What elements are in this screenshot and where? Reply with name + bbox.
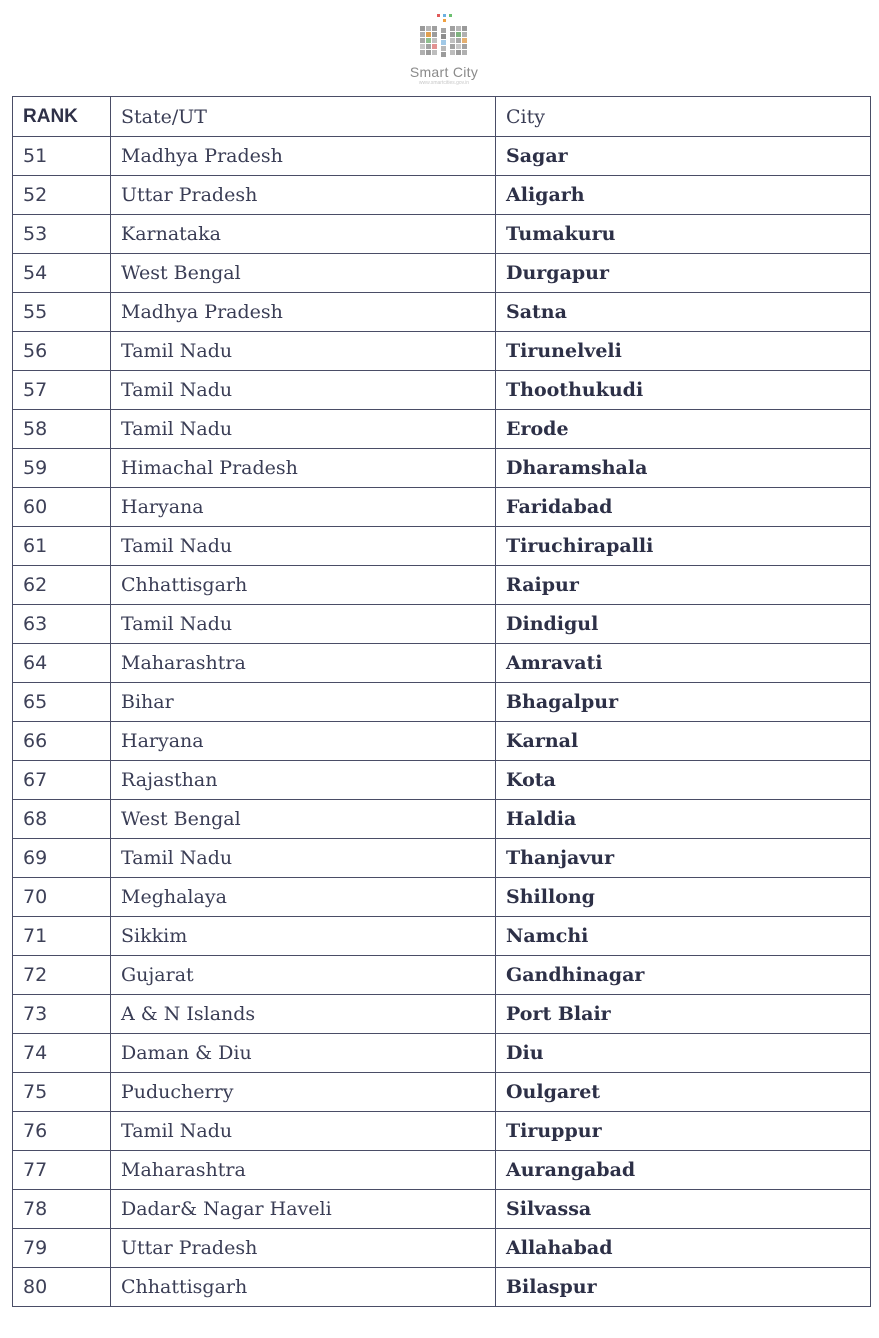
table-row xyxy=(13,410,871,449)
state-cell: Chhattisgarh xyxy=(111,1268,496,1307)
city-cell: Erode xyxy=(496,410,871,449)
city-cell: Tiruppur xyxy=(496,1112,871,1151)
rank-cell: 51 xyxy=(13,137,111,176)
table-row xyxy=(13,917,871,956)
table-row xyxy=(13,800,871,839)
city-cell: Haldia xyxy=(496,800,871,839)
rank-cell: 72 xyxy=(13,956,111,995)
rank-cell: 80 xyxy=(13,1268,111,1307)
rank-cell: 78 xyxy=(13,1190,111,1229)
state-cell: Dadar& Nagar Haveli xyxy=(111,1190,496,1229)
table-row xyxy=(13,605,871,644)
city-cell: Silvassa xyxy=(496,1190,871,1229)
state-cell: Tamil Nadu xyxy=(111,410,496,449)
rank-cell: 66 xyxy=(13,722,111,761)
table-row xyxy=(13,722,871,761)
table-row xyxy=(13,332,871,371)
table-row xyxy=(13,137,871,176)
smart-city-logo xyxy=(396,14,492,96)
state-cell: Uttar Pradesh xyxy=(111,1229,496,1268)
state-cell: Madhya Pradesh xyxy=(111,137,496,176)
rank-cell: 74 xyxy=(13,1034,111,1073)
table-row xyxy=(13,839,871,878)
smart-city-rank-table xyxy=(12,96,871,1307)
rank-cell: 71 xyxy=(13,917,111,956)
city-cell: Aurangabad xyxy=(496,1151,871,1190)
table-row xyxy=(13,215,871,254)
rank-cell: 58 xyxy=(13,410,111,449)
table-row xyxy=(13,1112,871,1151)
state-cell: Meghalaya xyxy=(111,878,496,917)
table-body xyxy=(13,137,871,1307)
rank-cell: 70 xyxy=(13,878,111,917)
table-row xyxy=(13,488,871,527)
rank-cell: 76 xyxy=(13,1112,111,1151)
table-row xyxy=(13,1229,871,1268)
city-cell: Karnal xyxy=(496,722,871,761)
logo-name: Smart City xyxy=(409,64,479,80)
city-cell: Amravati xyxy=(496,644,871,683)
city-cell: Diu xyxy=(496,1034,871,1073)
state-cell: Uttar Pradesh xyxy=(111,176,496,215)
rank-cell: 64 xyxy=(13,644,111,683)
rank-cell: 57 xyxy=(13,371,111,410)
rank-cell: 60 xyxy=(13,488,111,527)
city-cell: Bhagalpur xyxy=(496,683,871,722)
city-cell: Thoothukudi xyxy=(496,371,871,410)
city-cell: Namchi xyxy=(496,917,871,956)
table-row xyxy=(13,254,871,293)
state-cell: Puducherry xyxy=(111,1073,496,1112)
rank-cell: 75 xyxy=(13,1073,111,1112)
state-cell: Maharashtra xyxy=(111,644,496,683)
city-cell: Faridabad xyxy=(496,488,871,527)
state-cell: Tamil Nadu xyxy=(111,527,496,566)
city-cell: Tumakuru xyxy=(496,215,871,254)
rank-cell: 77 xyxy=(13,1151,111,1190)
rank-cell: 54 xyxy=(13,254,111,293)
table-row xyxy=(13,1034,871,1073)
rank-cell: 59 xyxy=(13,449,111,488)
city-cell: Tiruchirapalli xyxy=(496,527,871,566)
city-cell: Raipur xyxy=(496,566,871,605)
rank-cell: 68 xyxy=(13,800,111,839)
state-cell: Haryana xyxy=(111,488,496,527)
state-cell: Tamil Nadu xyxy=(111,332,496,371)
state-cell: A & N Islands xyxy=(111,995,496,1034)
column-header-city: City xyxy=(496,97,871,137)
column-header-state: State/UT xyxy=(111,97,496,137)
table-row xyxy=(13,995,871,1034)
smart-city-logo-icon xyxy=(416,14,472,64)
state-cell: Sikkim xyxy=(111,917,496,956)
table-row xyxy=(13,644,871,683)
rank-cell: 67 xyxy=(13,761,111,800)
rank-cell: 56 xyxy=(13,332,111,371)
city-cell: Durgapur xyxy=(496,254,871,293)
state-cell: Madhya Pradesh xyxy=(111,293,496,332)
table-row xyxy=(13,527,871,566)
rank-cell: 79 xyxy=(13,1229,111,1268)
city-cell: Satna xyxy=(496,293,871,332)
rank-cell: 73 xyxy=(13,995,111,1034)
state-cell: Gujarat xyxy=(111,956,496,995)
column-header-rank: RANK xyxy=(13,97,111,137)
state-cell: West Bengal xyxy=(111,254,496,293)
rank-cell: 55 xyxy=(13,293,111,332)
rank-cell: 65 xyxy=(13,683,111,722)
city-cell: Port Blair xyxy=(496,995,871,1034)
city-cell: Gandhinagar xyxy=(496,956,871,995)
state-cell: Karnataka xyxy=(111,215,496,254)
state-cell: Maharashtra xyxy=(111,1151,496,1190)
rank-cell: 52 xyxy=(13,176,111,215)
city-cell: Bilaspur xyxy=(496,1268,871,1307)
state-cell: Bihar xyxy=(111,683,496,722)
logo-tagline: www.smartcities.gov.in xyxy=(418,80,470,86)
table-row xyxy=(13,1190,871,1229)
city-cell: Dharamshala xyxy=(496,449,871,488)
state-cell: Haryana xyxy=(111,722,496,761)
table-row xyxy=(13,956,871,995)
table-row xyxy=(13,176,871,215)
rank-cell: 62 xyxy=(13,566,111,605)
table-row xyxy=(13,1073,871,1112)
table-row xyxy=(13,683,871,722)
table-row xyxy=(13,761,871,800)
city-cell: Dindigul xyxy=(496,605,871,644)
table-header-row xyxy=(13,97,871,137)
state-cell: Tamil Nadu xyxy=(111,1112,496,1151)
table-row xyxy=(13,449,871,488)
state-cell: West Bengal xyxy=(111,800,496,839)
state-cell: Tamil Nadu xyxy=(111,371,496,410)
table-row xyxy=(13,293,871,332)
rank-cell: 69 xyxy=(13,839,111,878)
state-cell: Rajasthan xyxy=(111,761,496,800)
city-cell: Thanjavur xyxy=(496,839,871,878)
state-cell: Himachal Pradesh xyxy=(111,449,496,488)
city-cell: Kota xyxy=(496,761,871,800)
state-cell: Daman & Diu xyxy=(111,1034,496,1073)
table-row xyxy=(13,566,871,605)
rank-cell: 63 xyxy=(13,605,111,644)
state-cell: Chhattisgarh xyxy=(111,566,496,605)
city-cell: Aligarh xyxy=(496,176,871,215)
city-cell: Allahabad xyxy=(496,1229,871,1268)
city-cell: Shillong xyxy=(496,878,871,917)
rank-cell: 61 xyxy=(13,527,111,566)
table-row xyxy=(13,878,871,917)
state-cell: Tamil Nadu xyxy=(111,605,496,644)
table-row xyxy=(13,371,871,410)
rank-cell: 53 xyxy=(13,215,111,254)
city-cell: Tirunelveli xyxy=(496,332,871,371)
state-cell: Tamil Nadu xyxy=(111,839,496,878)
table-row xyxy=(13,1151,871,1190)
city-cell: Sagar xyxy=(496,137,871,176)
table-row xyxy=(13,1268,871,1307)
city-cell: Oulgaret xyxy=(496,1073,871,1112)
